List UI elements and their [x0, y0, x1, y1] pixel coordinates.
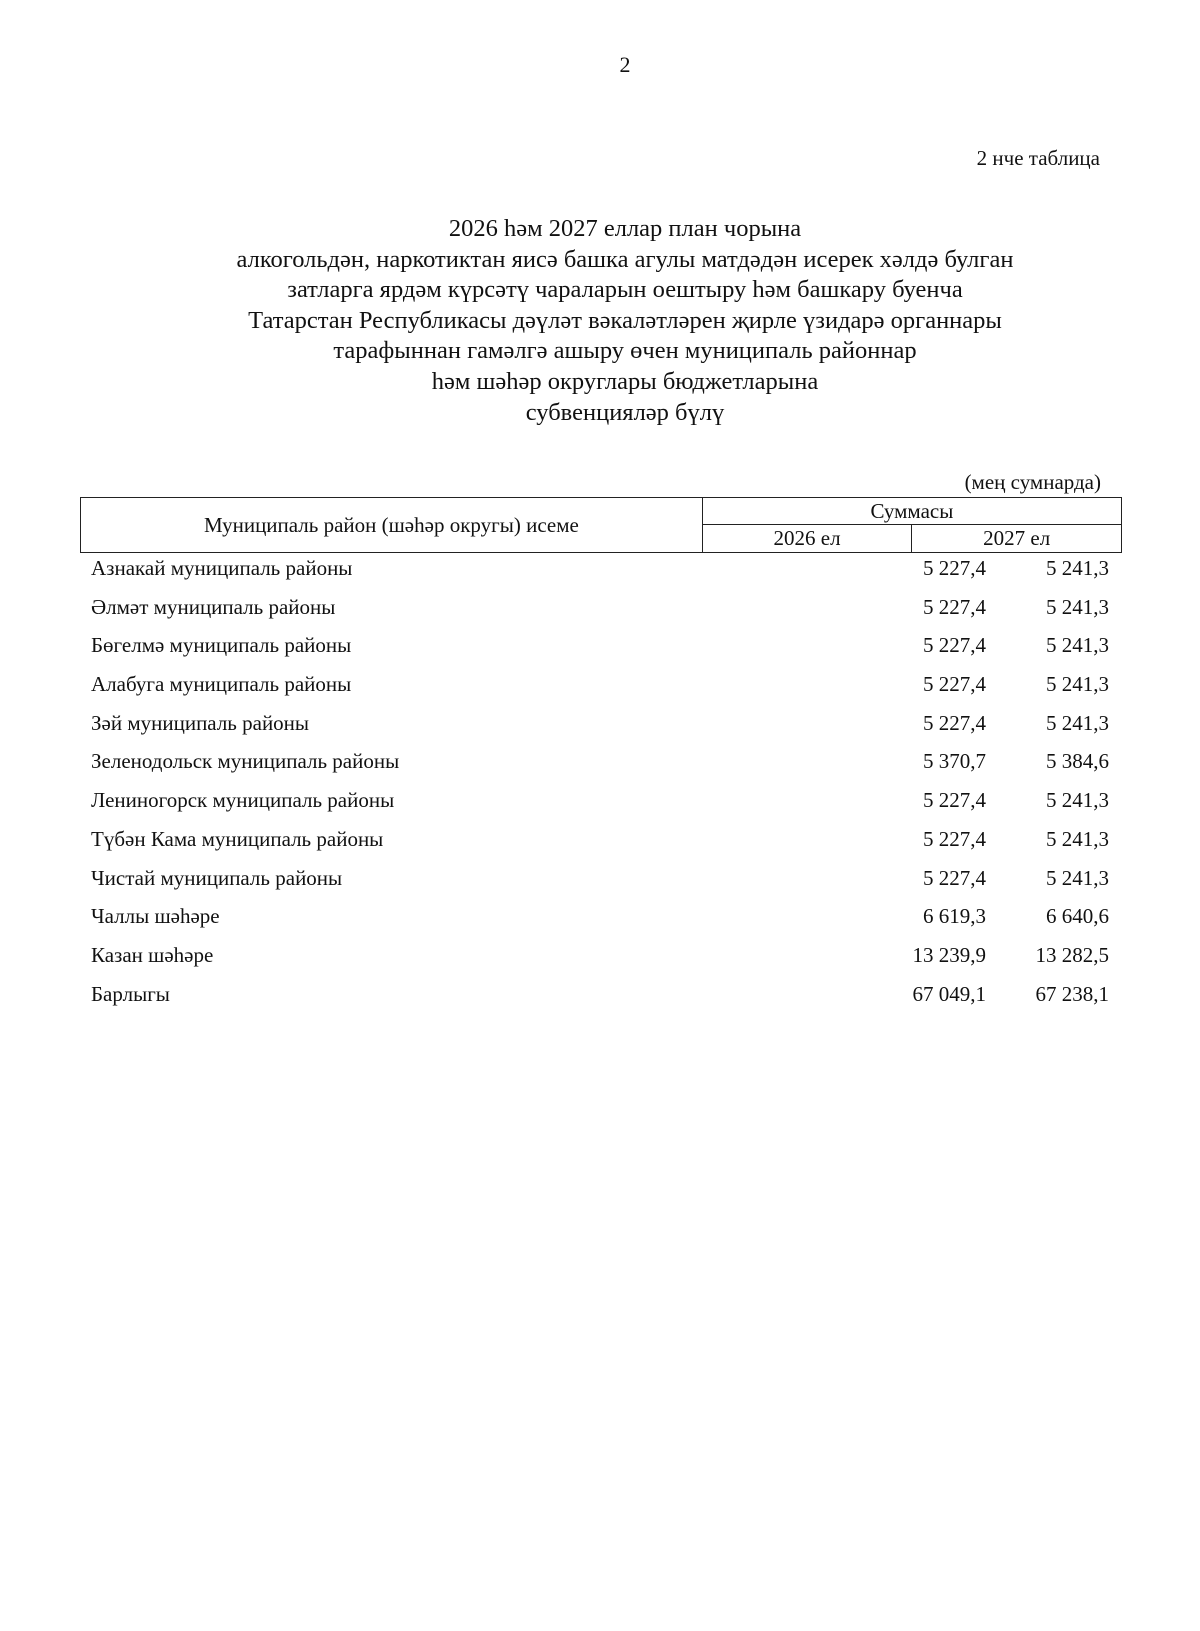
table-row: [80, 669, 1122, 708]
table-header: [80, 497, 1122, 553]
header-amount: Суммасы: [702, 498, 1121, 525]
table-row: [80, 592, 1122, 631]
amount-2026: 5 227,4: [923, 556, 986, 580]
amount-2027: 13 282,5: [1035, 942, 1109, 967]
amount-2026: 5 370,7: [923, 749, 986, 774]
header-year-2027: 2027 ел: [912, 524, 1122, 552]
amount-2026: 5 227,4: [923, 633, 986, 658]
amount-2026: 5 227,4: [923, 594, 986, 619]
table-row: [80, 824, 1122, 863]
municipality-name: Бөгелмә муниципаль районы: [91, 633, 352, 658]
municipality-name: Зеленодольск муниципаль районы: [91, 749, 400, 774]
table-row: [80, 785, 1122, 824]
table-row: [80, 708, 1122, 747]
municipality-name: Лениногорск муниципаль районы: [91, 788, 395, 813]
amount-2026: 6 619,3: [923, 904, 986, 929]
title-line: алкогольдән, наркотиктан яисә башка агулы матдәдән исерек хәлдә булган: [236, 245, 1014, 273]
municipality-name: Чистай муниципаль районы: [91, 865, 343, 890]
table-row: [80, 553, 1122, 592]
amount-2026: 5 227,4: [923, 710, 986, 735]
table-row: [80, 863, 1122, 902]
title-line: затларга ярдәм күрсәтү чараларын оештыру һәм башкару буенча: [287, 276, 963, 304]
title-line: Татарстан Республикасы дәүләт вәкаләтләрен җирле үзидарә органнары: [248, 306, 1002, 334]
header-table: [80, 497, 1122, 553]
municipality-name: Алабуга муниципаль районы: [91, 672, 352, 697]
municipality-name: Түбән Кама муниципаль районы: [91, 826, 384, 851]
table-row: [80, 901, 1122, 940]
amount-2026: 5 227,4: [923, 826, 986, 851]
municipality-name: Азнакай муниципаль районы: [91, 556, 353, 580]
amount-2027: 5 241,3: [1046, 788, 1109, 813]
amount-2027: 5 241,3: [1046, 556, 1109, 580]
total-row: [80, 979, 1122, 1018]
total-2026: 67 049,1: [912, 981, 986, 1006]
amount-2027: 5 241,3: [1046, 594, 1109, 619]
amount-2027: 5 241,3: [1046, 672, 1109, 697]
total-label: Барлыгы: [91, 981, 170, 1006]
table-body: [80, 553, 1122, 1017]
table-label: 2 нче таблица: [976, 146, 1100, 170]
municipality-name: Казан шәһәре: [91, 942, 214, 967]
header-municipality-name: Муниципаль район (шәһәр округы) исеме: [81, 498, 703, 553]
amount-2027: 5 241,3: [1046, 633, 1109, 658]
amount-2027: 5 241,3: [1046, 826, 1109, 851]
table-row: [80, 630, 1122, 669]
municipality-name: Чаллы шәһәре: [91, 904, 220, 929]
title-line: 2026 һәм 2027 еллар план чорына: [448, 215, 802, 242]
units-note: (мең сумнарда): [964, 470, 1101, 494]
page-number: 2: [619, 52, 631, 77]
table-row: [80, 940, 1122, 979]
municipality-name: Әлмәт муниципаль районы: [91, 594, 336, 619]
title-line: субвенцияләр бүлү: [525, 398, 725, 426]
municipality-name: Зәй муниципаль районы: [91, 710, 310, 735]
amount-2026: 5 227,4: [923, 672, 986, 697]
amount-2027: 6 640,6: [1046, 904, 1109, 929]
title-line: тарафыннан гамәлгә ашыру өчен муниципаль районнар: [333, 337, 917, 365]
amount-2026: 5 227,4: [923, 865, 986, 890]
total-2027: 67 238,1: [1035, 981, 1109, 1006]
header-year-2026: 2026 ел: [702, 524, 912, 552]
amount-2027: 5 241,3: [1046, 865, 1109, 890]
amount-2027: 5 241,3: [1046, 710, 1109, 735]
amount-2026: 13 239,9: [912, 942, 986, 967]
title-line: һәм шәһәр округлары бюджетларына: [431, 367, 819, 395]
amount-2027: 5 384,6: [1046, 749, 1109, 774]
document-title: [0, 214, 1200, 428]
amount-2026: 5 227,4: [923, 788, 986, 813]
table-row: [80, 746, 1122, 785]
